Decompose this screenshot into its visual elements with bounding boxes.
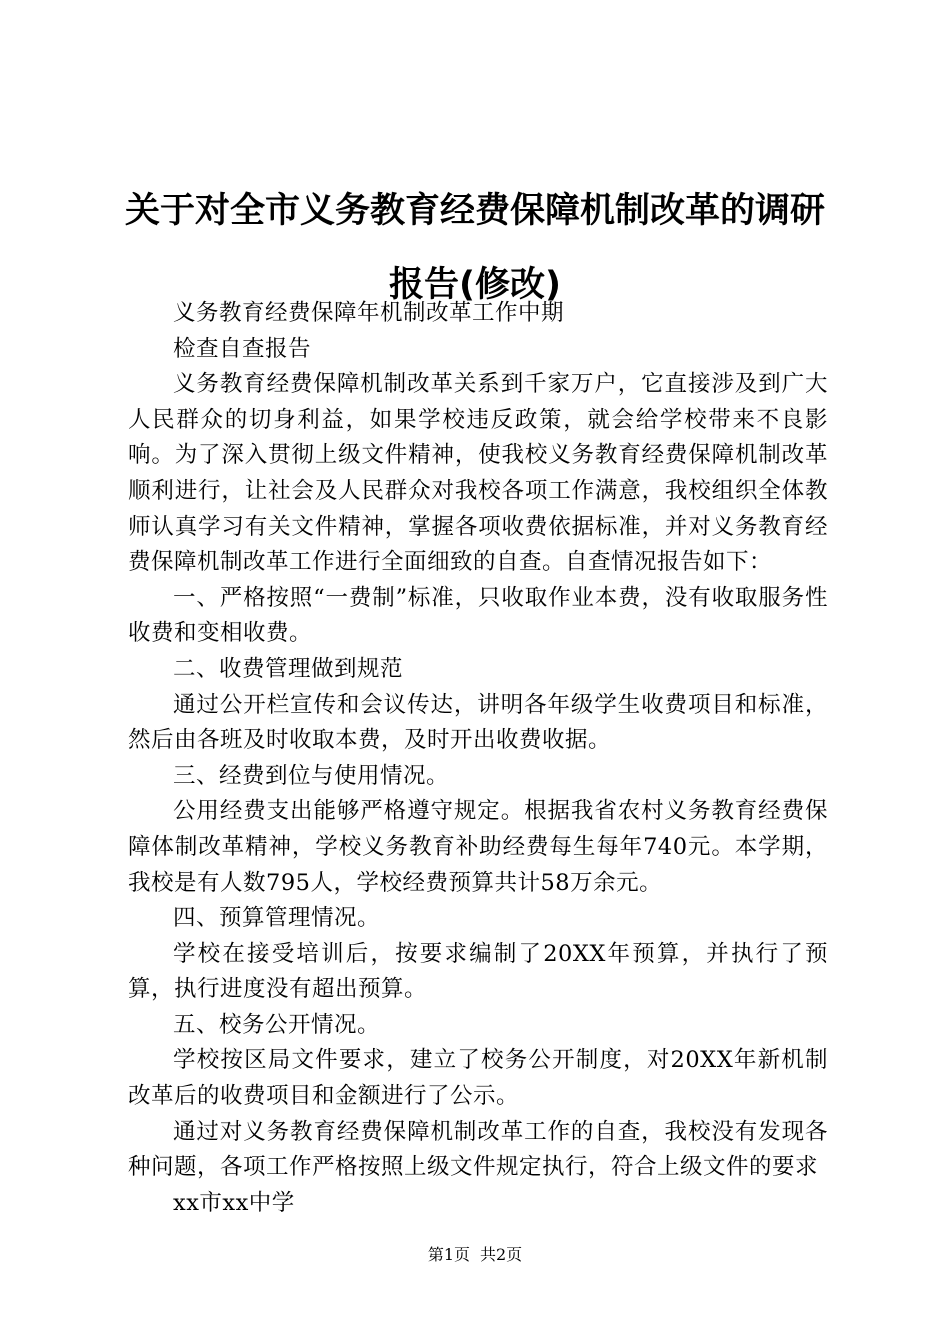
title-line-1: 关于对全市义务教育经费保障机制改革的调研 bbox=[124, 191, 825, 231]
paragraph-intro: 义务教育经费保障机制改革关系到千家万户，它直接涉及到广大人民群众的切身利益，如果学校违反政策，就会给学校带来不良影响。为了深入贯彻上级文件精神，使我校义务教育经费保障机制改革顺利进行，让社会及人民群众对我校各项工作满意，我校组织全体教师认真学习有关文件精神，掌握各项收费依据标准，并对义务教育经费保障机制改革工作进行全面细致的自查。自查情况报告如下： bbox=[128, 371, 828, 576]
heading-section-4: 四、预算管理情况。 bbox=[173, 905, 381, 932]
document-body bbox=[128, 296, 828, 1221]
heading-section-3: 三、经费到位与使用情况。 bbox=[173, 762, 450, 789]
page-number: 第1页 bbox=[427, 1245, 470, 1264]
paragraph-conclusion: 通过对义务教育经费保障机制改革工作的自查，我校没有发现各种问题，各项工作严格按照上级文件规定执行，符合上级文件的要求 bbox=[128, 1118, 828, 1181]
paragraph-section-3: 公用经费支出能够严格遵守规定。根据我省农村义务教育经费保障体制改革精神，学校义务教育补助经费每生每年740元。本学期，我校是有人数795人，学校经费预算共计58万余元。 bbox=[128, 798, 828, 896]
heading-section-5: 五、校务公开情况。 bbox=[173, 1011, 381, 1038]
paragraph-section-5: 学校按区局文件要求，建立了校务公开制度，对20XX年新机制改革后的收费项目和金额进行了公示。 bbox=[128, 1047, 828, 1110]
paragraph-subtitle-1: 义务教育经费保障年机制改革工作中期 bbox=[173, 300, 565, 326]
signature: xx市xx中学 bbox=[173, 1189, 295, 1216]
paragraph-section-4: 学校在接受培训后，按要求编制了20XX年预算，并执行了预算，执行进度没有超出预算。 bbox=[128, 940, 828, 1003]
paragraph-section-1: 一、严格按照“一费制”标准，只收取作业本费，没有收取服务性收费和变相收费。 bbox=[128, 584, 828, 647]
paragraph-subtitle-2: 检查自查报告 bbox=[173, 335, 312, 362]
heading-section-2: 二、收费管理做到规范 bbox=[173, 655, 404, 682]
paragraph-section-2: 通过公开栏宣传和会议传达，讲明各年级学生收费项目和标准，然后由各班及时收取本费，及时开出收费收据。 bbox=[128, 691, 828, 754]
page-footer bbox=[0, 1244, 950, 1266]
page-total: 共2页 bbox=[480, 1245, 523, 1264]
title-line-2: 报告(修改) bbox=[389, 265, 561, 305]
